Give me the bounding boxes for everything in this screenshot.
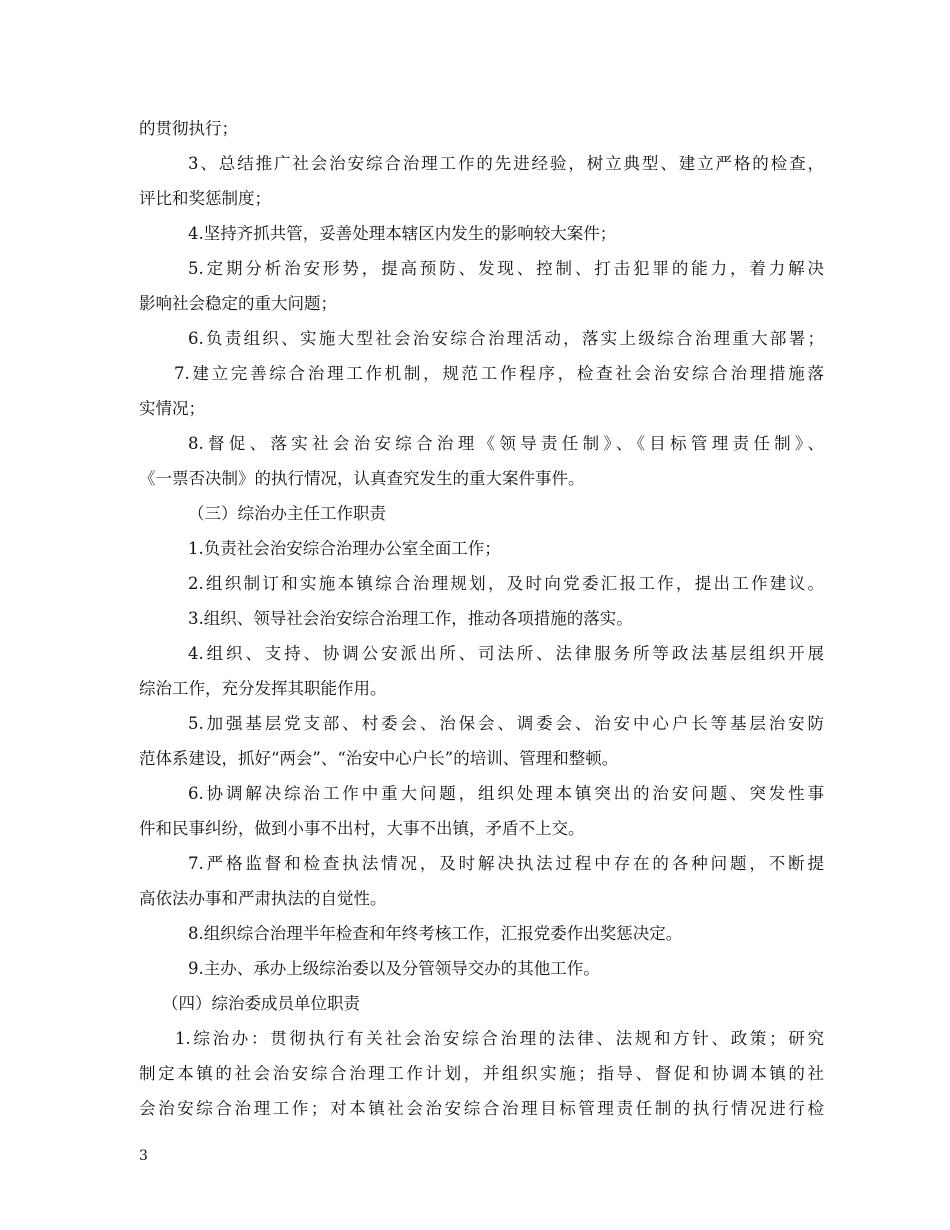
text-line: 实情况； xyxy=(139,399,205,418)
text-line: 5.加强基层党支部、村委会、治保会、调委会、治安中心户长等基层治安防 xyxy=(188,714,824,733)
page-number: 3 xyxy=(139,1148,148,1164)
section-heading: （三）综治办主任工作职责 xyxy=(188,504,386,523)
text-line: 高依法办事和严肃执法的自觉性。 xyxy=(139,889,387,908)
section-heading: （四）综治委成员单位职责 xyxy=(162,994,360,1013)
text-line: 5.定期分析治安形势，提高预防、发现、控制、打击犯罪的能力，着力解决 xyxy=(188,259,824,278)
text-line: 7.严格监督和检查执法情况，及时解决执法过程中存在的各种问题，不断提 xyxy=(188,854,824,873)
text-line: 《一票否决制》的执行情况，认真查究发生的重大案件事件。 xyxy=(139,469,585,488)
text-line: 会治安综合治理工作；对本镇社会治安综合治理目标管理责任制的执行情况进行检 xyxy=(139,1099,824,1118)
text-line: 制定本镇的社会治安综合治理工作计划，并组织实施；指导、督促和协调本镇的社 xyxy=(139,1064,824,1083)
text-line: 评比和奖惩制度； xyxy=(139,189,271,208)
text-line: 2.组织制订和实施本镇综合治理规划，及时向党委汇报工作，提出工作建议。 xyxy=(188,574,824,593)
text-line: 3、总结推广社会治安综合治理工作的先进经验，树立典型、建立严格的检查， xyxy=(188,154,824,173)
text-line: 4.组织、支持、协调公安派出所、司法所、法律服务所等政法基层组织开展 xyxy=(188,644,824,663)
text-line: 1.负责社会治安综合治理办公室全面工作； xyxy=(188,539,501,558)
text-line: 7.建立完善综合治理工作机制，规范工作程序，检查社会治安综合治理措施落 xyxy=(174,364,824,383)
text-line: 8.组织综合治理半年检查和年终考核工作，汇报党委作出奖惩决定。 xyxy=(188,924,683,943)
text-line: 综治工作，充分发挥其职能作用。 xyxy=(139,679,387,698)
text-line: 影响社会稳定的重大问题； xyxy=(139,294,337,313)
text-line: 4.坚持齐抓共管，妥善处理本辖区内发生的影响较大案件； xyxy=(188,224,617,243)
text-line: 9.主办、承办上级综治委以及分管领导交办的其他工作。 xyxy=(188,959,600,978)
text-line: 的贯彻执行； xyxy=(139,119,238,138)
text-line: 8.督促、落实社会治安综合治理《领导责任制》、《目标管理责任制》、 xyxy=(188,434,824,453)
text-line: 3.组织、领导社会治安综合治理工作，推动各项措施的落实。 xyxy=(188,609,633,628)
text-line: 6.协调解决综治工作中重大问题，组织处理本镇突出的治安问题、突发性事 xyxy=(188,784,824,803)
text-line: 范体系建设，抓好“两会”、“治安中心户长”的培训、管理和整顿。 xyxy=(139,749,619,768)
text-line: 1.综治办：贯彻执行有关社会治安综合治理的法律、法规和方针、政策；研究 xyxy=(175,1029,824,1048)
text-line: 6.负责组织、实施大型社会治安综合治理活动，落实上级综合治理重大部署； xyxy=(188,329,824,348)
text-line: 件和民事纠纷，做到小事不出村，大事不出镇，矛盾不上交。 xyxy=(139,819,585,838)
